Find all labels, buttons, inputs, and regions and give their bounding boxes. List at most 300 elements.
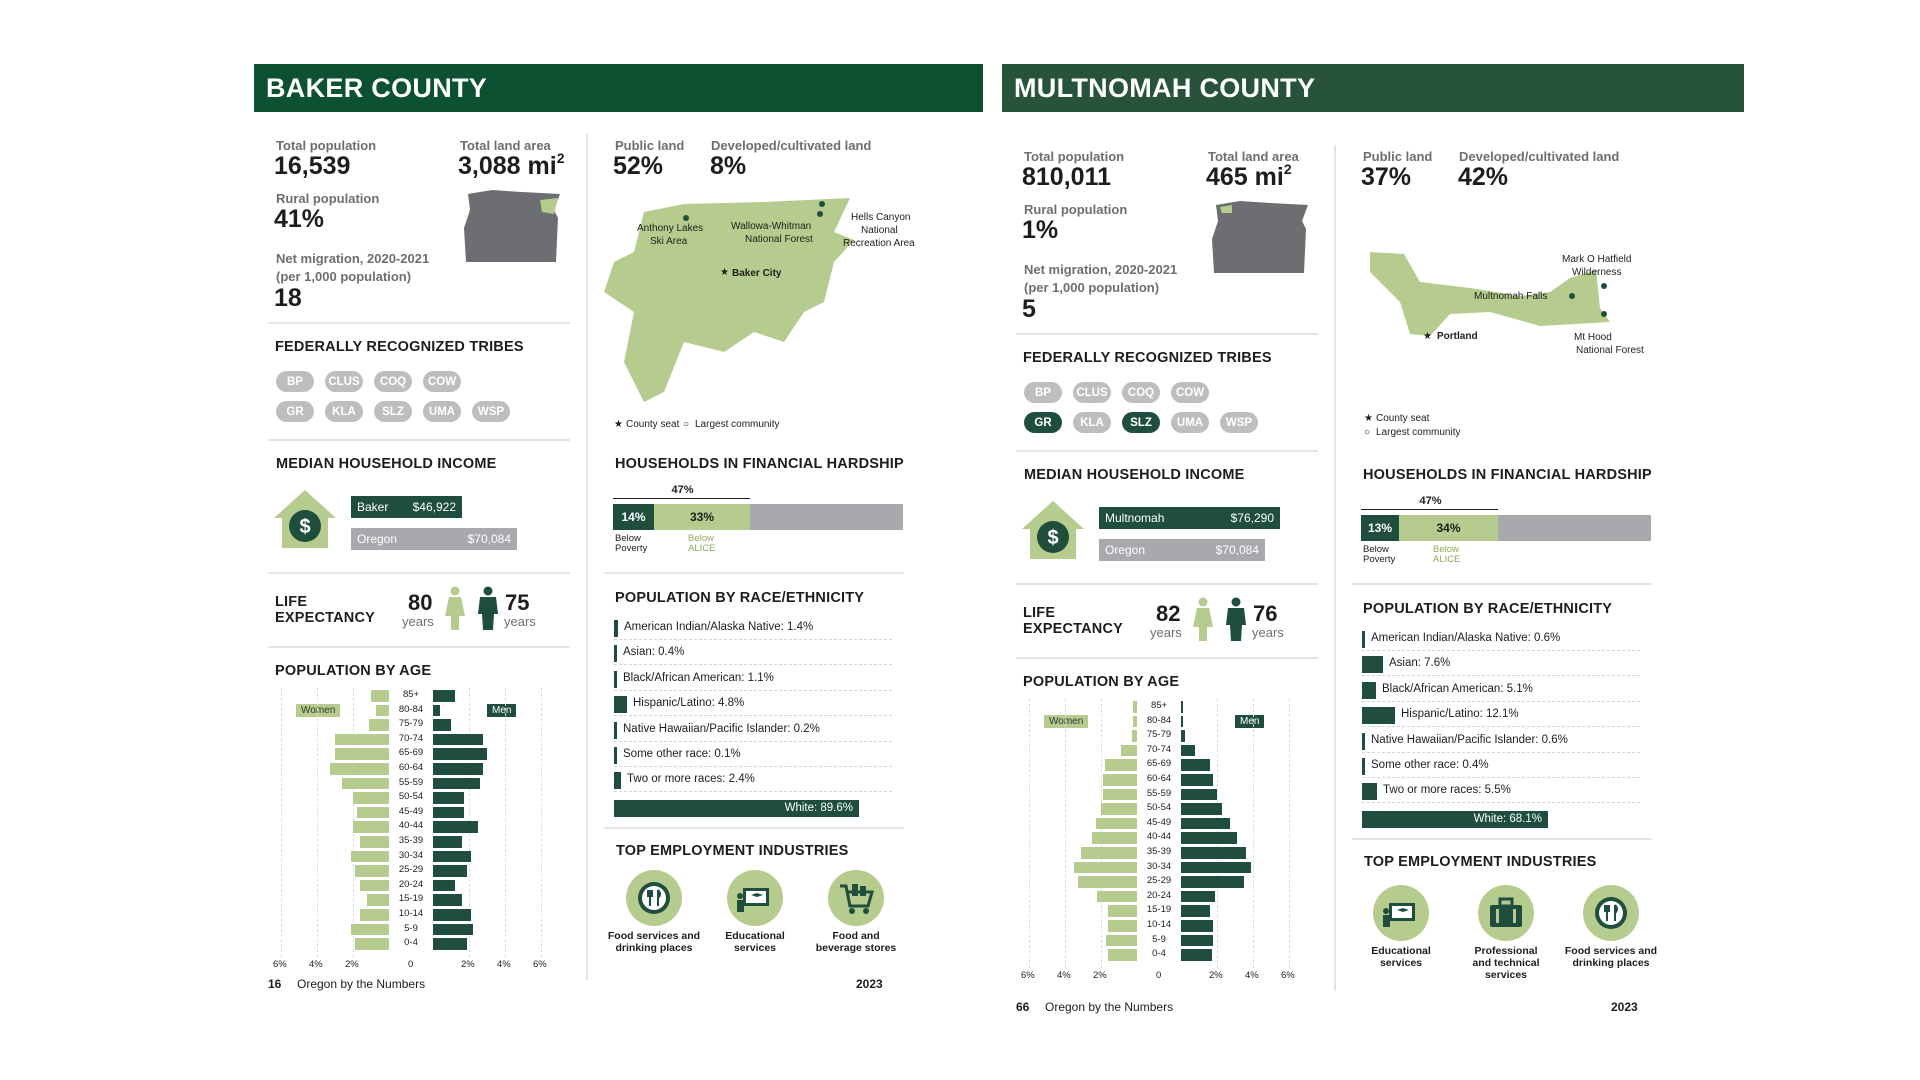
age-group-label: 45-49: [398, 805, 424, 817]
age-bar-women: [355, 865, 389, 877]
age-bar-men: [433, 836, 462, 848]
race-bar: [1362, 631, 1365, 648]
age-bar-women: [1096, 818, 1137, 830]
age-group-label: 60-64: [398, 762, 424, 773]
hardship-total-label: 47%: [1419, 495, 1442, 507]
age-bar-men: [1181, 789, 1217, 801]
svg-text:$: $: [299, 516, 311, 538]
race-label: Native Hawaiian/Pacific Islander: 0.6%: [1371, 733, 1568, 746]
population-by-age-header: POPULATION BY AGE: [1023, 674, 1180, 690]
divider: [268, 646, 570, 648]
race-row: [614, 618, 892, 640]
men-legend: Men: [1235, 715, 1264, 728]
divider: [1352, 838, 1652, 840]
income-header: MEDIAN HOUSEHOLD INCOME: [276, 456, 497, 472]
publication-name: Oregon by the Numbers: [1045, 1000, 1174, 1014]
net-migration-value: 5: [1022, 295, 1036, 323]
race-label: Two or more races: 2.4%: [627, 773, 755, 786]
age-bar-women: [1101, 803, 1137, 815]
industry-label: Food services and drinking places: [607, 930, 701, 954]
hardship-poverty-label: Below Poverty: [615, 533, 648, 554]
education-icon: [727, 870, 783, 931]
age-axis-tick: 2%: [1209, 969, 1223, 981]
age-group-label: 65-69: [1146, 758, 1172, 770]
woman-figure-icon: [1192, 597, 1214, 646]
income-bar-value: $70,084: [1215, 543, 1259, 557]
age-bar-women: [1097, 891, 1137, 903]
income-bar: [351, 528, 517, 550]
age-axis-tick: 6%: [273, 958, 287, 970]
divider: [1016, 583, 1318, 585]
age-group-label: 35-39: [1146, 846, 1172, 857]
age-group-label: 75-79: [1146, 729, 1172, 741]
tribe-badge-wsp: WSP: [472, 401, 510, 422]
age-group-label: 85+: [402, 689, 420, 700]
tribe-badge-cow: COW: [1171, 382, 1209, 403]
hardship-header: HOUSEHOLDS IN FINANCIAL HARDSHIP: [615, 456, 904, 472]
age-bar-men: [1181, 774, 1213, 786]
age-bar-women: [330, 763, 389, 775]
age-bar-women: [1103, 789, 1137, 801]
public-land-label: Public land: [1363, 149, 1433, 164]
age-group-label: 55-59: [1146, 787, 1172, 799]
publication-year: 2023: [1611, 1000, 1638, 1014]
tribe-badge-kla: KLA: [325, 401, 363, 422]
race-bar: [614, 696, 627, 713]
age-group-label: 20-24: [1146, 889, 1172, 901]
net-migration-label: Net migration, 2020-2021: [276, 251, 430, 266]
age-bar-men: [433, 690, 455, 702]
race-row: [1362, 731, 1640, 753]
income-bar-name: Oregon: [357, 532, 398, 546]
age-group-label: 55-59: [398, 776, 424, 788]
age-group-label: 60-64: [1146, 773, 1172, 784]
age-axis-tick: 0: [408, 958, 414, 970]
life-expectancy-women-value: 82: [1156, 601, 1181, 626]
map-place-label: National Forest: [745, 234, 813, 245]
house-dollar-icon: [272, 488, 338, 555]
age-bar-women: [335, 734, 389, 746]
age-axis-tick: 6%: [1281, 969, 1295, 981]
tribe-badge-slz: SLZ: [374, 401, 412, 422]
tribe-badge-gr: GR: [276, 401, 314, 422]
age-bar-women: [353, 792, 389, 804]
age-bar-men: [433, 705, 440, 717]
net-migration-value: 18: [274, 284, 302, 312]
age-group-label: 50-54: [398, 791, 424, 803]
map-legend-county-seat: County seat: [1376, 413, 1430, 424]
age-bar-men: [1181, 862, 1251, 874]
land-area-number: 3,088 mi: [458, 152, 557, 180]
age-group-label: 15-19: [398, 893, 424, 905]
land-area-number: 465 mi: [1206, 163, 1284, 191]
county-seat-label: Portland: [1437, 331, 1478, 342]
race-row: [614, 643, 892, 665]
age-bar-men: [1181, 920, 1213, 932]
oregon-state-map-icon: [462, 188, 564, 269]
divider: [604, 572, 904, 574]
age-group-label: 10-14: [398, 908, 424, 919]
race-bar: [1362, 656, 1383, 673]
map-place-label: Recreation Area: [843, 238, 915, 249]
age-grid-line: [1065, 699, 1067, 968]
tribe-badge-uma: UMA: [1171, 412, 1209, 433]
population-by-age-header: POPULATION BY AGE: [275, 663, 432, 679]
race-label: Two or more races: 5.5%: [1383, 784, 1511, 797]
age-bar-men: [1181, 759, 1210, 771]
map-place-label: Wallowa-Whitman: [731, 221, 812, 232]
age-axis-tick: 4%: [1245, 969, 1259, 981]
age-bar-men: [1181, 803, 1222, 815]
race-bar-white: White: 89.6%: [614, 800, 859, 817]
woman-figure-icon: [444, 586, 466, 635]
race-bar: [614, 620, 618, 637]
race-bar: [614, 671, 617, 688]
age-bar-men: [433, 807, 464, 819]
age-group-label: 5-9: [404, 922, 418, 934]
tribe-badge-wsp: WSP: [1220, 412, 1258, 433]
income-bar: [351, 496, 462, 518]
map-place-label: National: [861, 225, 898, 236]
age-bar-men: [433, 821, 478, 833]
public-land-value: 52%: [613, 152, 664, 180]
age-bar-men: [1181, 818, 1230, 830]
age-bar-men: [433, 865, 467, 877]
public-land-label: Public land: [615, 138, 685, 153]
divider: [1016, 450, 1318, 452]
total-land-area-label: Total land area: [460, 138, 551, 153]
age-bar-women: [357, 807, 389, 819]
life-expectancy-women-value: 80: [408, 590, 433, 615]
age-grid-line: [1029, 699, 1031, 968]
race-bar-white: White: 68.1%: [1362, 811, 1548, 828]
developed-land-label: Developed/cultivated land: [711, 138, 872, 153]
age-group-label: 50-54: [1146, 802, 1172, 814]
total-land-area-value: [1206, 163, 1292, 192]
age-bar-women: [1133, 716, 1137, 728]
race-row: [614, 669, 892, 691]
age-group-label: 70-74: [398, 732, 424, 744]
oregon-state-map-icon: [1210, 199, 1312, 280]
tribe-badge-slz: SLZ: [1122, 412, 1160, 433]
age-bar-men: [433, 748, 487, 760]
race-row: [1362, 629, 1640, 651]
age-group-label: 70-74: [1146, 743, 1172, 755]
income-bar-value: $70,084: [467, 532, 511, 546]
men-legend: Men: [487, 704, 516, 717]
race-bar: [614, 772, 621, 789]
divider: [268, 439, 570, 441]
industries-header: TOP EMPLOYMENT INDUSTRIES: [616, 843, 849, 859]
age-bar-men: [433, 763, 483, 775]
age-group-label: 80-84: [1146, 714, 1172, 726]
age-bar-women: [1108, 905, 1137, 917]
age-group-label: 20-24: [398, 878, 424, 890]
age-bar-women: [360, 880, 389, 892]
age-bar-women: [1074, 862, 1137, 874]
tribe-badge-bp: BP: [1024, 382, 1062, 403]
hardship-bracket: [1361, 509, 1498, 510]
age-bar-women: [355, 938, 389, 950]
hardship-total-label: 47%: [671, 484, 694, 496]
age-group-label: 65-69: [398, 747, 424, 759]
race-header: POPULATION BY RACE/ETHNICITY: [615, 590, 865, 606]
race-label: Native Hawaiian/Pacific Islander: 0.2%: [623, 722, 820, 735]
race-label: American Indian/Alaska Native: 1.4%: [624, 621, 814, 633]
hardship-alice-bar: 33%: [654, 504, 750, 530]
tribe-badge-coq: COQ: [1122, 382, 1160, 403]
age-group-label: 25-29: [1146, 875, 1172, 887]
age-bar-women: [367, 894, 389, 906]
race-row: [614, 745, 892, 767]
age-bar-men: [1181, 832, 1237, 844]
age-group-label: 35-39: [398, 835, 424, 846]
map-legend-largest-community: Largest community: [695, 419, 780, 430]
total-population-label: Total population: [1024, 149, 1125, 164]
age-bar-women: [1132, 730, 1137, 742]
age-bar-women: [371, 690, 389, 702]
age-bar-women: [351, 851, 389, 863]
life-expectancy-women-unit: years: [402, 614, 434, 629]
age-axis-tick: 4%: [309, 958, 323, 970]
developed-land-value: 42%: [1458, 163, 1509, 191]
hardship-remainder-bar: [1498, 515, 1651, 541]
age-bar-men: [1181, 701, 1183, 713]
race-label: Hispanic/Latino: 4.8%: [633, 697, 745, 710]
legend-circle-icon: ○: [683, 419, 690, 430]
map-place-label: Multnomah Falls: [1474, 291, 1548, 302]
hardship-poverty-bar: 13%: [1361, 515, 1399, 541]
age-group-label: 15-19: [1146, 904, 1172, 916]
page-number: 66: [1016, 1000, 1030, 1014]
developed-land-label: Developed/cultivated land: [1459, 149, 1620, 164]
age-bar-women: [1108, 920, 1137, 932]
race-label: Black/African American: 5.1%: [1382, 682, 1533, 695]
age-bar-men: [433, 909, 471, 921]
age-group-label: 0-4: [1152, 948, 1166, 960]
divider: [268, 322, 570, 324]
map-place-label: Anthony Lakes: [637, 223, 704, 234]
divider: [1016, 657, 1318, 659]
age-bar-men: [1181, 905, 1210, 917]
age-grid-line: [541, 688, 543, 957]
life-expectancy-header: LIFE EXPECTANCY: [275, 594, 376, 626]
county-seat-label: Baker City: [732, 268, 782, 279]
column-divider: [1334, 145, 1336, 991]
race-bar: [614, 645, 617, 662]
income-bar: [1099, 539, 1265, 561]
tribes-header: FEDERALLY RECOGNIZED TRIBES: [1023, 350, 1272, 366]
age-bar-men: [1181, 876, 1244, 888]
hardship-remainder-bar: [750, 504, 903, 530]
age-axis-tick: 6%: [1021, 969, 1035, 981]
divider: [1016, 333, 1318, 335]
age-bar-women: [1133, 701, 1137, 713]
age-bar-men: [1181, 891, 1215, 903]
man-figure-icon: [1225, 597, 1247, 646]
hardship-alice-bar: 34%: [1399, 515, 1498, 541]
rural-population-label: Rural population: [276, 191, 380, 206]
developed-land-value: 8%: [710, 152, 747, 180]
age-grid-line: [1289, 699, 1291, 968]
tribe-badge-kla: KLA: [1073, 412, 1111, 433]
race-label: American Indian/Alaska Native: 0.6%: [1371, 632, 1561, 644]
race-bar: [1362, 783, 1377, 800]
income-bar-name: Oregon: [1105, 543, 1146, 557]
race-label: Black/African American: 1.1%: [623, 671, 774, 684]
age-bar-men: [433, 938, 467, 950]
race-row: [614, 720, 892, 742]
race-bar: [1362, 733, 1365, 750]
briefcase-icon: [1478, 885, 1534, 946]
tribe-badge-clus: CLUS: [1073, 382, 1111, 403]
age-bar-women: [342, 778, 389, 790]
race-label: Hispanic/Latino: 12.1%: [1401, 708, 1519, 721]
age-bar-women: [1078, 876, 1137, 888]
age-axis-tick: 2%: [461, 958, 475, 970]
county-seat-star-icon: ★: [720, 267, 729, 278]
age-group-label: 45-49: [1146, 816, 1172, 828]
age-axis-tick: 0: [1156, 969, 1162, 981]
race-row: [1362, 680, 1640, 702]
life-expectancy-header: LIFE EXPECTANCY: [1023, 605, 1124, 637]
tribe-badge-coq: COQ: [374, 371, 412, 392]
total-population-value: 16,539: [274, 152, 351, 180]
age-axis-tick: 2%: [1093, 969, 1107, 981]
age-bar-women: [1081, 847, 1137, 859]
race-header: POPULATION BY RACE/ETHNICITY: [1363, 601, 1613, 617]
total-population-label: Total population: [276, 138, 377, 153]
age-bar-women: [335, 748, 389, 760]
life-expectancy-women-unit: years: [1150, 625, 1182, 640]
race-bar: [1362, 707, 1395, 724]
race-bar: [614, 722, 617, 739]
map-place-label: Hells Canyon: [851, 212, 911, 223]
age-group-label: 40-44: [398, 820, 424, 832]
income-bar-value: $46,922: [412, 500, 456, 514]
map-place-label: Mt Hood: [1574, 332, 1612, 343]
food-service-icon: [1583, 885, 1639, 946]
age-bar-women: [351, 924, 389, 936]
net-migration-sublabel: (per 1,000 population): [1024, 280, 1160, 295]
legend-circle-icon: ○: [1364, 427, 1371, 438]
age-group-label: 40-44: [1146, 831, 1172, 843]
race-label: Some other race: 0.4%: [1371, 759, 1489, 771]
tribes-header: FEDERALLY RECOGNIZED TRIBES: [275, 339, 524, 355]
legend-star-icon: ★: [1364, 413, 1373, 424]
public-land-value: 37%: [1361, 163, 1412, 191]
age-grid-line: [1253, 699, 1255, 968]
legend-star-icon: ★: [614, 419, 623, 430]
age-group-label: 10-14: [1146, 919, 1172, 930]
industry-label: Food services and drinking places: [1564, 945, 1658, 969]
age-bar-men: [433, 778, 480, 790]
race-bar: [1362, 682, 1376, 699]
total-population-value: 810,011: [1022, 163, 1111, 191]
age-group-label: 30-34: [398, 849, 424, 861]
hardship-bracket: [613, 498, 750, 499]
house-dollar-icon: [1020, 499, 1086, 566]
tribe-badge-clus: CLUS: [325, 371, 363, 392]
hardship-alice-label: Below ALICE: [688, 533, 716, 554]
life-expectancy-men-unit: years: [504, 614, 536, 629]
race-bar: [1362, 758, 1365, 775]
age-bar-men: [433, 894, 462, 906]
total-land-area-value: [458, 152, 564, 181]
income-bar-value: $76,290: [1230, 511, 1274, 525]
age-bar-men: [1181, 847, 1246, 859]
women-legend: Women: [296, 704, 340, 717]
column-divider: [586, 134, 588, 980]
age-bar-men: [1181, 949, 1212, 961]
income-bar: [1099, 507, 1280, 529]
age-bar-women: [369, 719, 389, 731]
map-place-label: Wilderness: [1572, 267, 1622, 278]
county-seat-star-icon: ★: [1423, 331, 1432, 342]
map-place-label: Mark O Hatfield: [1562, 254, 1632, 265]
age-group-label: 5-9: [1152, 933, 1166, 945]
age-bar-men: [1181, 730, 1185, 742]
age-axis-tick: 4%: [497, 958, 511, 970]
industry-label: Educational services: [1371, 945, 1431, 969]
age-group-label: 75-79: [398, 718, 424, 730]
race-label: Asian: 7.6%: [1389, 657, 1451, 670]
age-bar-women: [1103, 774, 1137, 786]
county-banner-title: MULTNOMAH COUNTY: [1002, 64, 1744, 112]
total-land-area-label: Total land area: [1208, 149, 1299, 164]
net-migration-sublabel: (per 1,000 population): [276, 269, 412, 284]
women-legend: Women: [1044, 715, 1088, 728]
tribe-badge-bp: BP: [276, 371, 314, 392]
income-header: MEDIAN HOUSEHOLD INCOME: [1024, 467, 1245, 483]
divider: [1352, 583, 1652, 585]
education-icon: [1373, 885, 1429, 946]
age-group-label: 25-29: [398, 864, 424, 876]
hardship-alice-label: Below ALICE: [1433, 544, 1461, 565]
publication-year: 2023: [856, 977, 883, 991]
age-grid-line: [317, 688, 319, 957]
age-bar-men: [1181, 716, 1183, 728]
map-legend-county-seat: County seat: [626, 419, 680, 430]
age-grid-line: [505, 688, 507, 957]
age-axis-tick: 6%: [533, 958, 547, 970]
race-row: [1362, 705, 1640, 727]
food-service-icon: [626, 870, 682, 931]
hardship-poverty-bar: 14%: [613, 504, 654, 530]
age-bar-men: [433, 734, 483, 746]
man-figure-icon: [477, 586, 499, 635]
map-place-label: Ski Area: [650, 236, 688, 247]
income-bar-name: Baker: [357, 500, 389, 514]
net-migration-label: Net migration, 2020-2021: [1024, 262, 1178, 277]
rural-population-label: Rural population: [1024, 202, 1128, 217]
age-bar-women: [1105, 759, 1137, 771]
age-bar-men: [1181, 745, 1195, 757]
square-superscript: 2: [556, 150, 565, 166]
page-number: 16: [268, 977, 282, 991]
tribe-badge-uma: UMA: [423, 401, 461, 422]
map-legend-largest-community: Largest community: [1376, 427, 1461, 438]
race-row: [1362, 654, 1640, 676]
race-label: Some other race: 0.1%: [623, 748, 741, 760]
grocery-cart-icon: [828, 870, 884, 931]
age-bar-men: [433, 880, 455, 892]
age-bar-women: [1106, 935, 1137, 947]
rural-population-value: 41%: [274, 205, 325, 233]
age-axis-tick: 2%: [345, 958, 359, 970]
svg-text:$: $: [1047, 527, 1059, 549]
industry-label: Educational services: [725, 930, 785, 954]
